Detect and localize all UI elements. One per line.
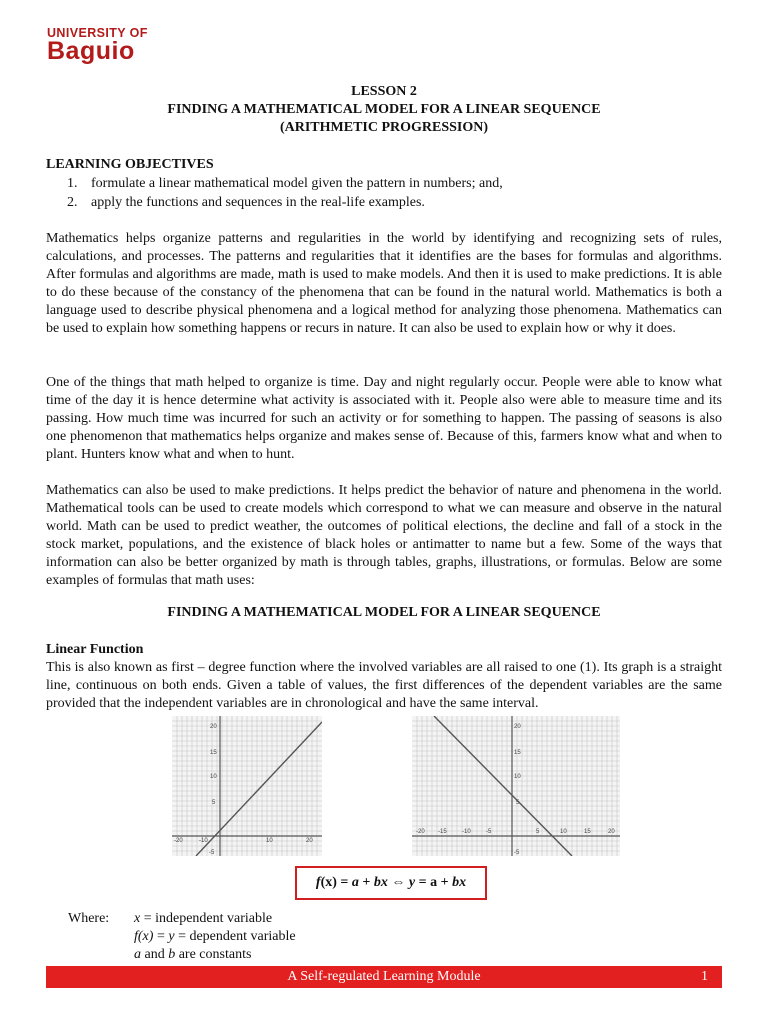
y-tick-label: 10 bbox=[514, 774, 521, 780]
where-def-x: x = independent variable bbox=[134, 911, 273, 926]
lesson-title: FINDING A MATHEMATICAL MODEL FOR A LINEAR SEQUENCE bbox=[167, 102, 601, 117]
paragraph-1: Mathematics helps organize patterns and regularities in the world by identifying and recognizing sets of rules, calculations, and processes. The patterns and regularities that it identifies are the bases for formulas and algorithms. After formulas and algorithms are made, math is used to make models. And then it is used to make predictions. It is able to do these because of the constancy of the phenomena that can be found in the natural world. Mathematics is both a language used to describe physical phenomena and a logical method for analyzing those phenomena. Mathematics can be used to explain how something happens or recurs in nature. It can also be used to explain how or why it does. bbox=[46, 231, 722, 336]
x-tick-label: 15 bbox=[584, 829, 591, 835]
x-tick-label: -10 bbox=[462, 829, 471, 835]
footer-title: A Self-regulated Learning Module bbox=[287, 969, 481, 984]
x-tick-label: -5 bbox=[486, 829, 492, 835]
graph-decreasing-line bbox=[412, 716, 620, 856]
where-def-ab: a and b are constants bbox=[134, 947, 252, 962]
page-number: 1 bbox=[701, 969, 708, 984]
where-label: Where: bbox=[68, 911, 110, 926]
objective-item-1: 1. formulate a linear mathematical model given the pattern in numbers; and, bbox=[67, 176, 503, 191]
y-tick-label: 20 bbox=[210, 724, 217, 730]
footer-bar bbox=[46, 966, 722, 988]
y-tick-label: 15 bbox=[514, 750, 521, 756]
x-tick-label: -20 bbox=[416, 829, 425, 835]
lesson-subtitle: (ARITHMETIC PROGRESSION) bbox=[279, 120, 489, 135]
x-tick-label: 10 bbox=[560, 829, 567, 835]
formula-box: f(x) = a + bx ⇔ y = a + bx bbox=[295, 866, 487, 900]
linear-function-heading: Linear Function bbox=[46, 642, 144, 657]
x-tick-label: 5 bbox=[536, 829, 540, 835]
objectives-heading: LEARNING OBJECTIVES bbox=[46, 157, 214, 172]
graph-increasing-line bbox=[172, 716, 322, 856]
section-heading: FINDING A MATHEMATICAL MODEL FOR A LINEAR SEQUENCE bbox=[167, 605, 601, 620]
y-tick-label: -5 bbox=[209, 850, 215, 856]
y-tick-label: 10 bbox=[210, 774, 217, 780]
logo-line2: Baguio bbox=[47, 36, 135, 65]
y-tick-label: -5 bbox=[514, 850, 520, 856]
paragraph-3: Mathematics can also be used to make predictions. It helps predict the behavior of nature and phenomena in the world. Mathematical tools can be used to create models which correspond to what we can measure and observe in the natural world. Math can be used to predict weather, the outcomes of political elections, the decline and fall of a stock in the stock market, populations, and the existence of black holes or antimatter to name but a few. Some of the ways that information can also be better organized by math is through tables, graphs, illustrations, or formulas. Below are some examples of formulas that math uses: bbox=[46, 483, 722, 588]
x-tick-label: -20 bbox=[174, 838, 183, 844]
paragraph-2: One of the things that math helped to organize is time. Day and night regularly occur. People were able to know what time of the day it is hence determine what activity is associated with it. People also were able to measure time and its passing. How much time was incurred for such an activity or for something to happen. The passing of seasons is also one phenomenon that mathematics helps organize and makes sense of. Because of this, farmers know what and when to plant. Hunters know what and when to hunt. bbox=[46, 375, 722, 462]
x-tick-label: 20 bbox=[306, 838, 313, 844]
y-tick-label: 20 bbox=[514, 724, 521, 730]
x-tick-label: 10 bbox=[266, 838, 273, 844]
y-tick-label: 15 bbox=[210, 750, 217, 756]
y-tick-label: 5 bbox=[212, 800, 216, 806]
x-tick-label: -10 bbox=[199, 838, 208, 844]
y-tick-label: 5 bbox=[516, 800, 520, 806]
x-tick-label: -15 bbox=[438, 829, 447, 835]
lesson-number: LESSON 2 bbox=[351, 84, 417, 99]
linear-function-text: This is also known as first – degree function where the involved variables are all raised to one (1). Its graph is a straight line, continuous on both ends. Given a table of values, the first differences of the dependent variables are the same provided that the independent variables are in chronological and have the same interval. bbox=[46, 660, 722, 711]
where-def-fx: f(x) = y = dependent variable bbox=[134, 929, 296, 944]
university-logo bbox=[47, 27, 148, 64]
logo-line1: UNIVERSITY OF bbox=[47, 26, 148, 40]
x-tick-label: 20 bbox=[608, 829, 615, 835]
objective-item-2: 2. apply the functions and sequences in the real-life examples. bbox=[67, 195, 425, 210]
